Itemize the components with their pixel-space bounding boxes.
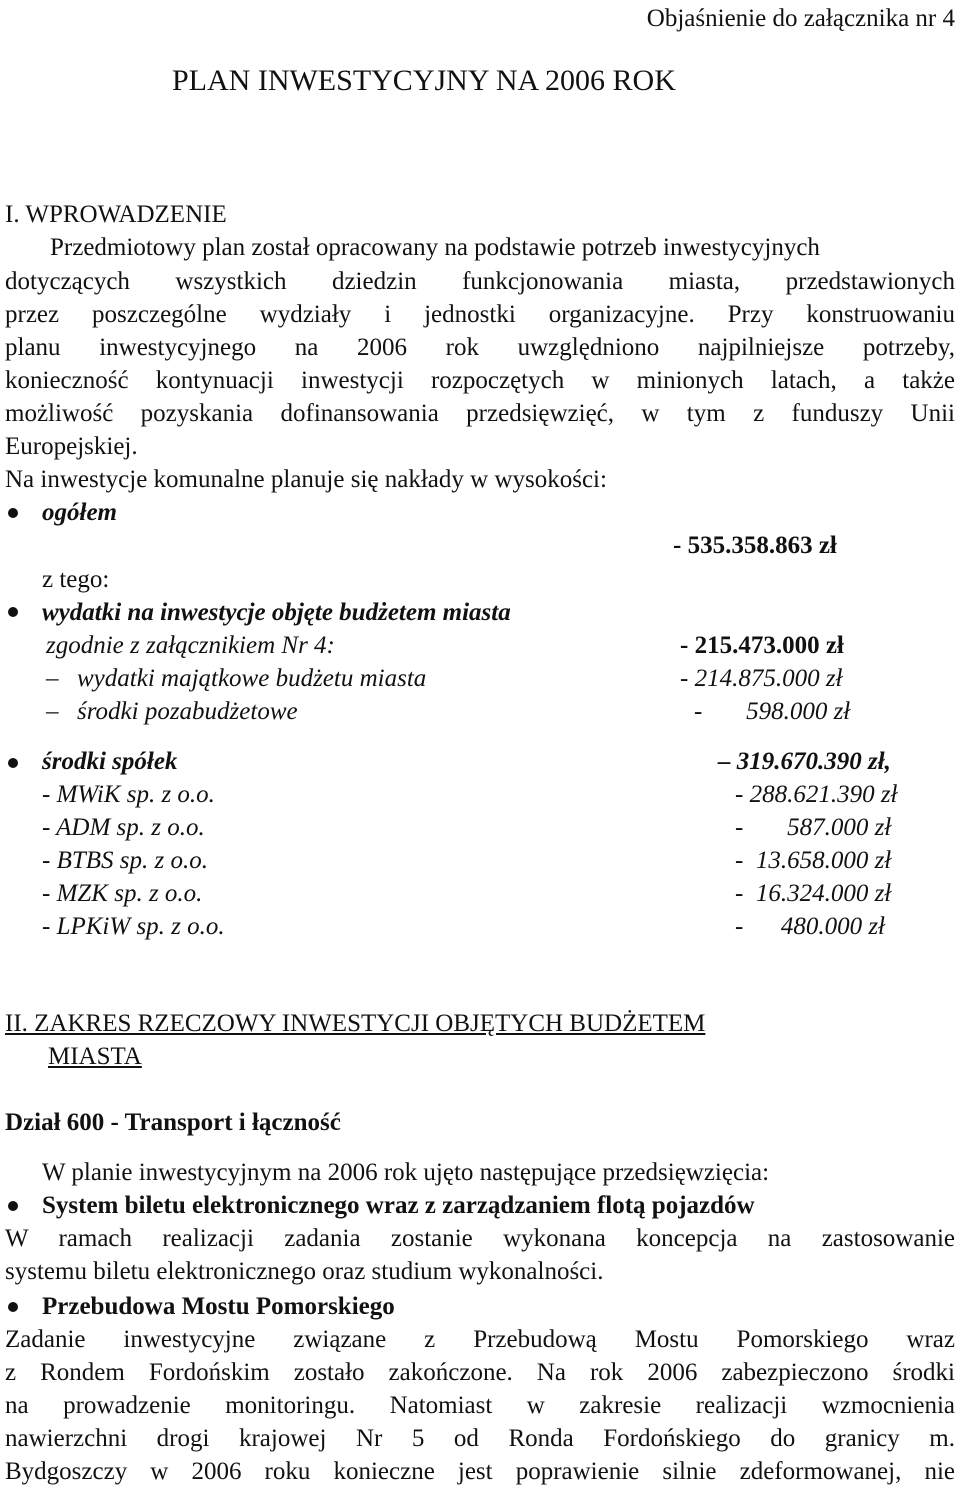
company-label: - ADM sp. z o.o.: [42, 814, 205, 841]
budget-label: wydatki na inwestycje objęte budżetem miasta: [42, 599, 511, 626]
bullet-icon: [8, 607, 18, 617]
bullet-icon: [8, 1302, 18, 1312]
section-2-intro: W planie inwestycyjnym na 2006 rok ujęto następujące przedsięwzięcia:: [42, 1159, 770, 1186]
section-2-heading: II. ZAKRES RZECZOWY INWESTYCJI OBJĘTYCH BUDŻETEM: [5, 1010, 706, 1037]
paragraph-line: Europejskiej.: [5, 433, 138, 460]
companies-label: środki spółek: [42, 748, 178, 775]
company-label: - LPKiW sp. z o.o.: [42, 913, 225, 940]
bullet-icon: [8, 1201, 18, 1211]
header-note: Objaśnienie do załącznika nr 4: [646, 5, 955, 32]
item-line: Bydgoszczy w 2006 roku konieczne jest poprawienie silnie zdeformowanej, nie: [5, 1458, 955, 1485]
z-tego-label: z tego:: [42, 566, 110, 593]
budget-item-dash: –: [46, 698, 59, 725]
page-title: PLAN INWESTYCYJNY NA 2006 ROK: [172, 64, 676, 97]
item-line: z Rondem Fordońskim zostało zakończone. Na rok 2006 zabezpieczono środki: [5, 1359, 955, 1386]
company-amount: - 16.324.000 zł: [735, 880, 892, 907]
section-2-heading-cont: MIASTA: [48, 1043, 142, 1070]
budget-item-label: środki pozabudżetowe: [77, 698, 298, 725]
budget-amount: - 215.473.000 zł: [680, 632, 844, 659]
item-title: System biletu elektronicznego wraz z zarządzaniem flotą pojazdów: [42, 1192, 755, 1219]
paragraph-line: możliwość pozyskania dofinansowania przedsięwzięć, w tym z funduszy Unii: [5, 400, 955, 427]
company-label: - BTBS sp. z o.o.: [42, 847, 208, 874]
total-label: ogółem: [42, 499, 117, 526]
paragraph-line: dotyczących wszystkich dziedzin funkcjonowania miasta, przedstawionych: [5, 268, 955, 295]
bullet-icon: [8, 508, 18, 518]
company-amount: - 587.000 zł: [735, 814, 892, 841]
company-label: - MZK sp. z o.o.: [42, 880, 203, 907]
total-amount: - 535.358.863 zł: [673, 532, 837, 559]
item-line: systemu biletu elektronicznego oraz studium wykonalności.: [5, 1258, 604, 1285]
item-line: W ramach realizacji zadania zostanie wykonana koncepcja na zastosowanie: [5, 1225, 955, 1252]
dzial-heading: Dział 600 - Transport i łączność: [5, 1109, 341, 1136]
paragraph-line: planu inwestycyjnego na 2006 rok uwzględniono najpilniejsze potrzeby,: [5, 334, 955, 361]
budget-item-dash: –: [46, 665, 59, 692]
paragraph-line: konieczność kontynuacji inwestycji rozpoczętych w minionych latach, a także: [5, 367, 955, 394]
bullet-icon: [8, 758, 18, 768]
item-title: Przebudowa Mostu Pomorskiego: [42, 1293, 395, 1320]
investment-intro: Na inwestycje komunalne planuje się nakłady w wysokości:: [5, 466, 607, 493]
company-label: - MWiK sp. z o.o.: [42, 781, 215, 808]
budget-item-amount: - 214.875.000 zł: [680, 665, 843, 692]
paragraph-line: Przedmiotowy plan został opracowany na podstawie potrzeb inwestycyjnych: [50, 234, 820, 261]
item-line: Zadanie inwestycyjne związane z Przebudową Mostu Pomorskiego wraz: [5, 1326, 955, 1353]
item-line: na prowadzenie monitoringu. Natomiast w zakresie realizacji wzmocnienia: [5, 1392, 955, 1419]
company-amount: - 480.000 zł: [735, 913, 885, 940]
section-1-heading: I. WPROWADZENIE: [5, 201, 227, 228]
budget-item-amount: - 598.000 zł: [694, 698, 851, 725]
company-amount: - 13.658.000 zł: [735, 847, 892, 874]
budget-sub-label: zgodnie z załącznikiem Nr 4:: [46, 632, 335, 659]
company-amount: - 288.621.390 zł: [735, 781, 898, 808]
companies-amount: – 319.670.390 zł,: [718, 748, 891, 775]
item-line: nawierzchni drogi krajowej Nr 5 od Ronda Fordońskiego do granicy m.: [5, 1425, 955, 1452]
budget-item-label: wydatki majątkowe budżetu miasta: [77, 665, 427, 692]
paragraph-line: przez poszczególne wydziały i jednostki organizacyjne. Przy konstruowaniu: [5, 301, 955, 328]
